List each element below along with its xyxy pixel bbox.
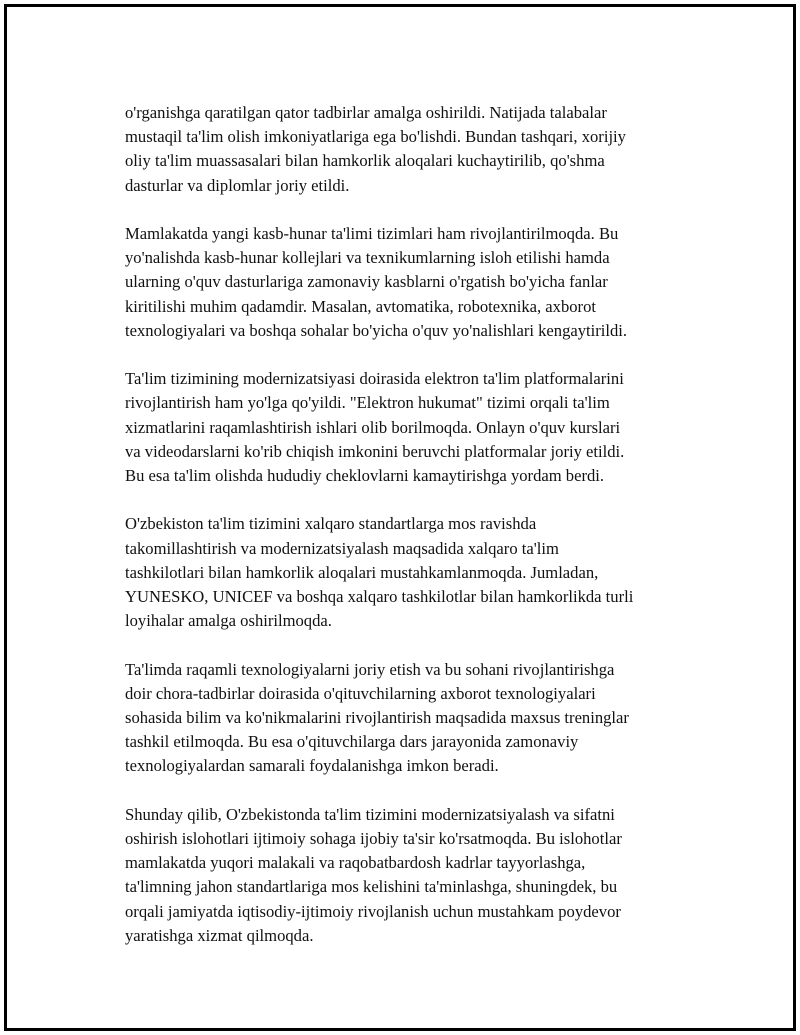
text-line: takomillashtirish va modernizatsiyalash maqsadida xalqaro ta'lim xyxy=(125,538,559,558)
text-line: tashkilotlari bilan hamkorlik aloqalari mustahkamlanmoqda. Jumladan, xyxy=(125,562,599,582)
text-line: o'rganishga qaratilgan qator tadbirlar amalga oshirildi. Natijada talabalar xyxy=(125,103,607,122)
text-line: texnologiyalari va boshqa sohalar bo'yicha o'quv yo'nalishlari kengaytirildi. xyxy=(125,320,628,340)
page-frame xyxy=(4,4,796,1031)
text-line: ularning o'quv dasturlariga zamonaviy kasblarni o'rgatish bo'yicha fanlar xyxy=(125,272,608,292)
text-line: Mamlakatda yangi kasb-hunar ta'limi tizimlari ham rivojlantirilmoqda. Bu xyxy=(125,224,619,243)
text-line: oliy ta'lim muassasalari bilan hamkorlik aloqalari kuchaytirilib, qo'shma xyxy=(125,151,605,171)
text-line: Ta'lim tizimining modernizatsiyasi doirasida elektron ta'lim platformalarini xyxy=(125,369,624,389)
text-line: xizmatlarini raqamlashtirish ishlari olib borilmoqda. Onlayn o'quv kurslari xyxy=(125,417,621,437)
text-line: dasturlar va diplomlar joriy etildi. xyxy=(125,175,350,195)
paragraph-3 xyxy=(125,367,695,488)
document-body xyxy=(125,101,695,948)
text-line: yo'nalishda kasb-hunar kollejlari va texnikumlarning isloh etilishi hamda xyxy=(125,248,610,268)
paragraph-6 xyxy=(125,803,695,948)
paragraph-1 xyxy=(125,101,695,198)
text-line: yaratishga xizmat qilmoqda. xyxy=(125,925,314,945)
text-line: ta'limning jahon standartlariga mos kelishini ta'minlashga, shuningdek, bu xyxy=(125,877,618,897)
paragraph-2 xyxy=(125,222,695,343)
text-line: Bu esa ta'lim olishda hududiy cheklovlarni kamaytirishga yordam berdi. xyxy=(125,466,605,486)
text-line: mustaqil ta'lim olish imkoniyatlariga ega bo'lishdi. Bundan tashqari, xorijiy xyxy=(125,127,626,147)
text-line: va videodarslarni ko'rib chiqish imkonini beruvchi platformalar joriy etildi. xyxy=(125,441,625,461)
text-line: loyihalar amalga oshirilmoqda. xyxy=(125,611,332,631)
text-line: oshirish islohotlari ijtimoiy sohaga ijobiy ta'sir ko'rsatmoqda. Bu islohotlar xyxy=(125,829,622,849)
text-line: tashkil etilmoqda. Bu esa o'qituvchilarga dars jarayonida zamonaviy xyxy=(125,732,579,752)
text-line: O'zbekiston ta'lim tizimini xalqaro standartlarga mos ravishda xyxy=(125,514,537,534)
text-line: mamlakatda yuqori malakali va raqobatbardosh kadrlar tayyorlashga, xyxy=(125,853,586,873)
text-line: doir chora-tadbirlar doirasida o'qituvchilarning axborot texnologiyalari xyxy=(125,683,596,703)
text-line: texnologiyalardan samarali foydalanishga imkon beradi. xyxy=(125,756,499,776)
text-line: YUNESKO, UNICEF va boshqa xalqaro tashkilotlar bilan hamkorlikda turli xyxy=(125,587,634,607)
text-line: rivojlantirish ham yo'lga qo'yildi. "Elektron hukumat" tizimi orqali ta'lim xyxy=(125,393,610,413)
paragraph-5 xyxy=(125,658,695,779)
text-line: orqali jamiyatda iqtisodiy-ijtimoiy rivojlanish uchun mustahkam poydevor xyxy=(125,901,621,921)
text-line: sohasida bilim va ko'nikmalarini rivojlantirish maqsadida maxsus treninglar xyxy=(125,708,629,728)
paragraph-4 xyxy=(125,512,695,633)
text-line: kiritilishi muhim qadamdir. Masalan, avtomatika, robotexnika, axborot xyxy=(125,296,596,316)
text-line: Shunday qilib, O'zbekistonda ta'lim tizimini modernizatsiyalash va sifatni xyxy=(125,804,615,824)
text-line: Ta'limda raqamli texnologiyalarni joriy etish va bu sohani rivojlantirishga xyxy=(125,659,615,679)
